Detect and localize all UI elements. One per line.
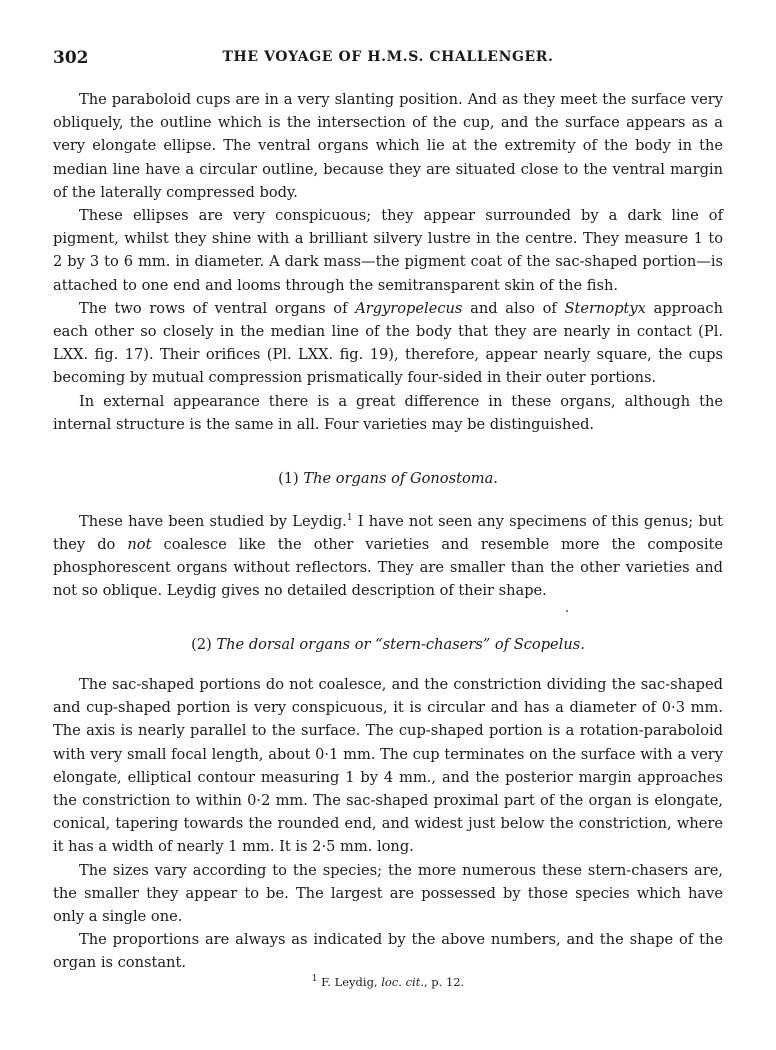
heading-number: (2) bbox=[191, 636, 217, 653]
footnote-text: F. Leydig, bbox=[317, 974, 382, 989]
genus-sternoptyx: Sternoptyx bbox=[564, 299, 646, 317]
paragraph-cups: The paraboloid cups are in a very slanting position. And as they meet the surface very obliquely, the outline which is the intersection of the cup, and the surface appears as a very elongate ellipse. The ventral organs which lie at the extremity of the body in the median line have a circular outline, because they are situated close to the ventral margin of the laterally compressed body. bbox=[53, 91, 723, 201]
page-header bbox=[53, 48, 723, 72]
paragraph-sac-shaped: The sac-shaped portions do not coalesce, and the constriction dividing the sac-shaped and cup-shaped portion is very conspicuous, it is circular and has a diameter of 0·3 mm. The axis is nearly parallel to the surface. The cup-shaped portion is a rotation-paraboloid with very small focal length, about 0·1 mm. The cup terminates on the surface with a very elongate, elliptical contour measuring 1 by 4 mm., and the posterior margin approaches the constriction to within 0·2 mm. The sac-shaped proximal part of the organ is elongate, conical, tapering towards the rounded end, and widest just below the constriction, where it has a width of nearly 1 mm. It is 2·5 mm. long. bbox=[53, 676, 723, 856]
text-run: coalesce like the other varieties and resemble more the composite phosphorescent organs without reflectors. They are smaller than the other varieties and not so oblique. Leydig gives no detailed description of their shape. bbox=[53, 536, 723, 600]
emphasis-not: not bbox=[127, 536, 152, 554]
paragraph-gonostoma bbox=[53, 507, 723, 603]
genus-argyropelecus: Argyropelecus bbox=[355, 299, 463, 317]
footnote-italic: loc. cit. bbox=[381, 974, 424, 989]
heading-quote: “stern-chasers” bbox=[375, 636, 491, 653]
footnote bbox=[53, 974, 723, 989]
gonostoma-section bbox=[53, 507, 723, 603]
page-number: 302 bbox=[53, 48, 89, 68]
heading-number: (1) bbox=[278, 470, 304, 487]
running-title: THE VOYAGE OF H.M.S. CHALLENGER. bbox=[222, 49, 554, 65]
heading-gonostoma bbox=[53, 470, 723, 487]
paragraph-varieties: In external appearance there is a great difference in these organs, although the internal structure is the same in all. Four varieties may be distinguished. bbox=[53, 392, 723, 433]
text-run: I have not seen any specimens of this genus; but they do bbox=[53, 512, 723, 554]
text-run: approach each other so closely in the median line of the body that they are nearly in contact (Pl. LXX. fig. 17). Their orifices (Pl. LXX. fig. 19), therefore, appear nearly square, the cups becoming by mutual compression prismatically four-sided in their outer portions. bbox=[53, 299, 724, 387]
footnote-text: , p. 12. bbox=[424, 974, 465, 989]
paragraph-sizes: The sizes vary according to the species; the more numerous these stern-chasers are, the smaller they appear to be. The largest are possessed by those species which have only a single one. bbox=[53, 861, 723, 926]
paragraph-ellipses: These ellipses are very conspicuous; they appear surrounded by a dark line of pigment, whilst they shine with a brilliant silvery lustre in the centre. They measure 1 to 2 by 3 to 6 mm. in diameter. A dark mass—the pigment coat of the sac-shaped portion—is attached to one end and looms through the semitransparent skin of the fish. bbox=[53, 207, 723, 294]
print-speck bbox=[566, 610, 568, 612]
paragraph-proportions: The proportions are always as indicated by the above numbers, and the shape of the organ is constant. bbox=[53, 931, 723, 972]
text-run: These have been studied by Leydig. bbox=[79, 512, 347, 530]
heading-scopelus bbox=[53, 636, 723, 653]
text-run: and also of bbox=[462, 299, 565, 317]
scopelus-section bbox=[53, 673, 723, 975]
text-run: The two rows of ventral organs of bbox=[79, 299, 356, 317]
heading-title-part: of Scopelus. bbox=[490, 636, 585, 653]
heading-title-part: The dorsal organs or bbox=[216, 636, 376, 653]
heading-title: The organs of Gonostoma. bbox=[303, 470, 498, 487]
paragraph-ventral-rows bbox=[53, 297, 723, 390]
footnote-mark: 1 bbox=[311, 974, 318, 984]
footnote-marker: 1 bbox=[346, 513, 353, 523]
intro-section bbox=[53, 88, 723, 436]
